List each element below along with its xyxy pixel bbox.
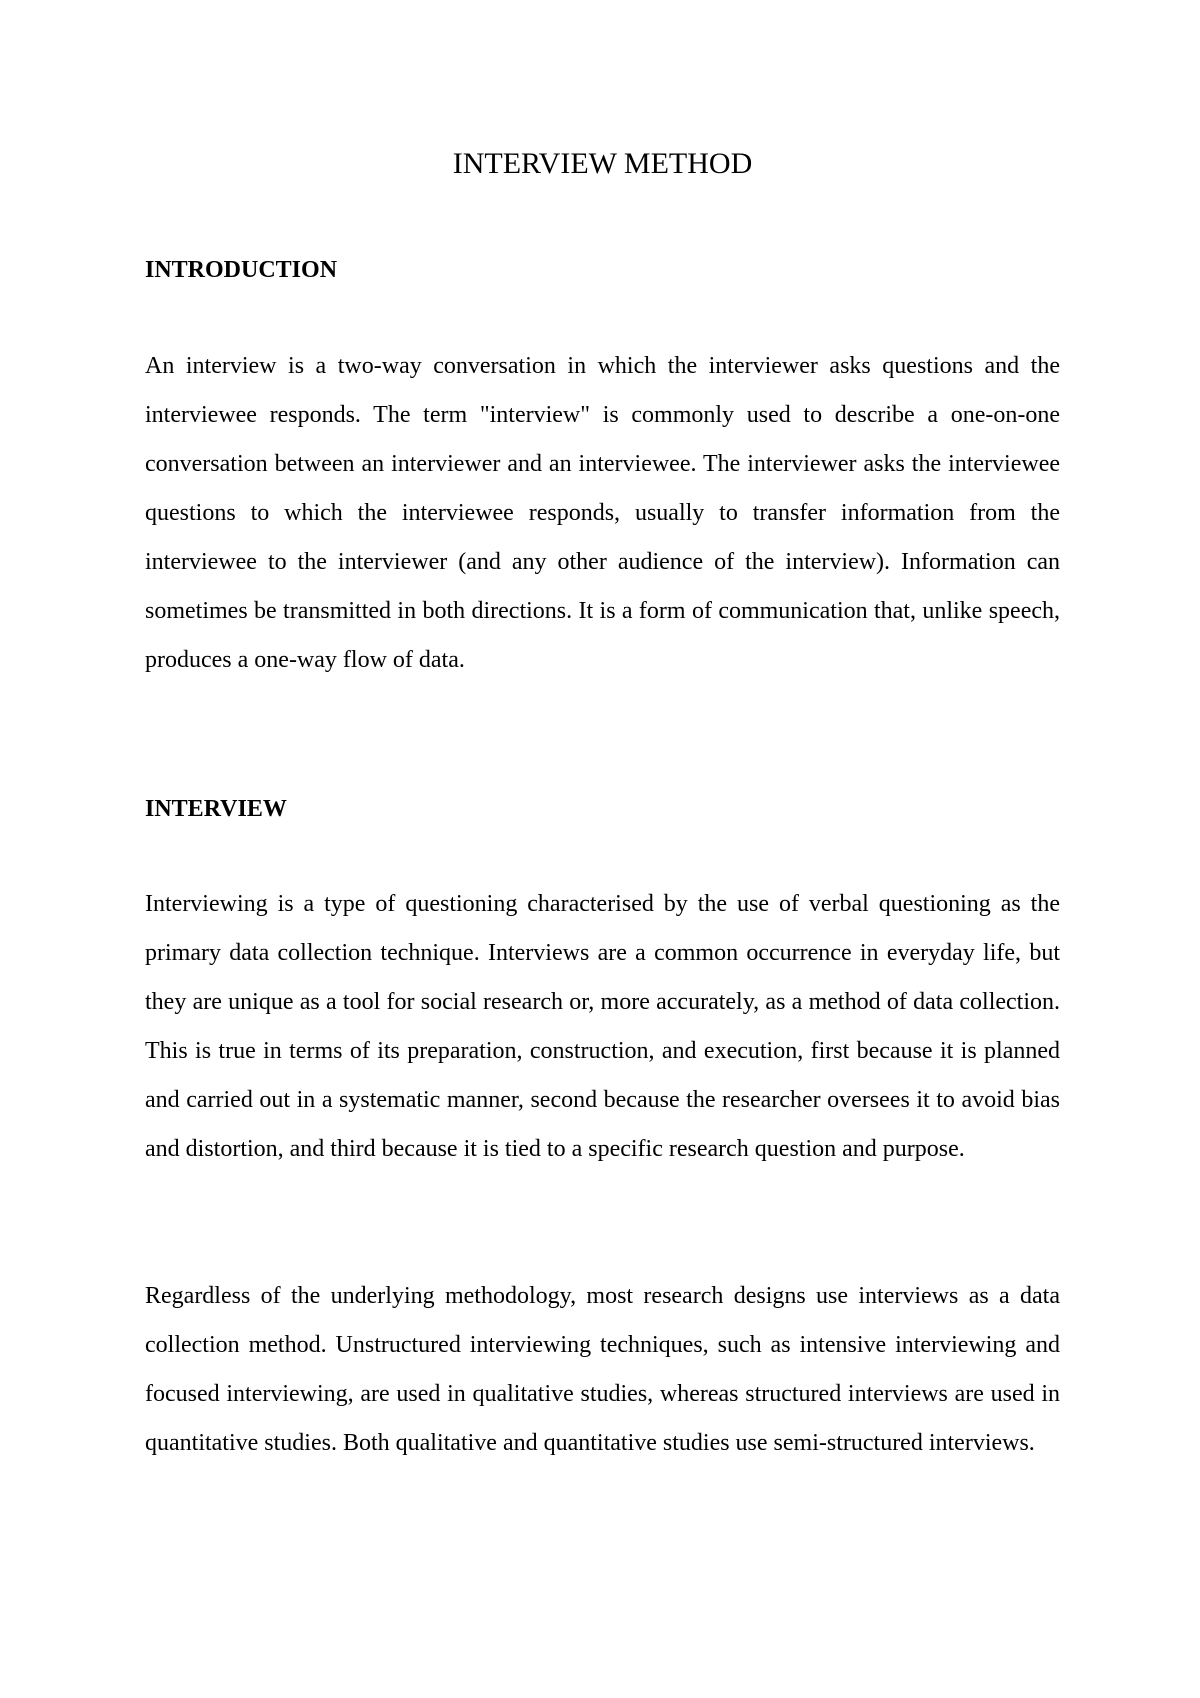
interview-paragraph-2: Regardless of the underlying methodology, most research designs use interviews as a data collection method. Unstructured interviewing techniques, such as intensive interviewing and focused interviewing, are used in qualitative studies, whereas structured interviews are used in quantitative studies. Both qualitative and quantitative studies use semi-structured interviews. — [145, 1283, 1060, 1456]
interview-paragraph-1: Interviewing is a type of questioning characterised by the use of verbal questioning as the primary data collection technique. Interviews are a common occurrence in everyday life, but they are unique as a tool for social research or, more accurately, as a method of data collection. This is true in terms of its preparation, construction, and execution, first because it is planned and carried out in a systematic manner, second because the researcher oversees it to avoid bias and distortion, and third because it is tied to a specific research question and purpose. — [145, 891, 1060, 1162]
document-title: INTERVIEW METHOD — [452, 147, 753, 180]
section-heading-introduction: INTRODUCTION — [145, 257, 338, 283]
section-heading-interview: INTERVIEW — [145, 796, 287, 822]
introduction-paragraph: An interview is a two-way conversation in which the interviewer asks questions and the interviewee responds. The term "interview" is commonly used to describe a one-on-one conversation between an interviewer and an interviewee. The interviewer asks the interviewee questions to which the interviewee responds, usually to transfer information from the interviewee to the interviewer (and any other audience of the interview). Information can sometimes be transmitted in both directions. It is a form of communication that, unlike speech, produces a one-way flow of data. — [145, 353, 1060, 673]
